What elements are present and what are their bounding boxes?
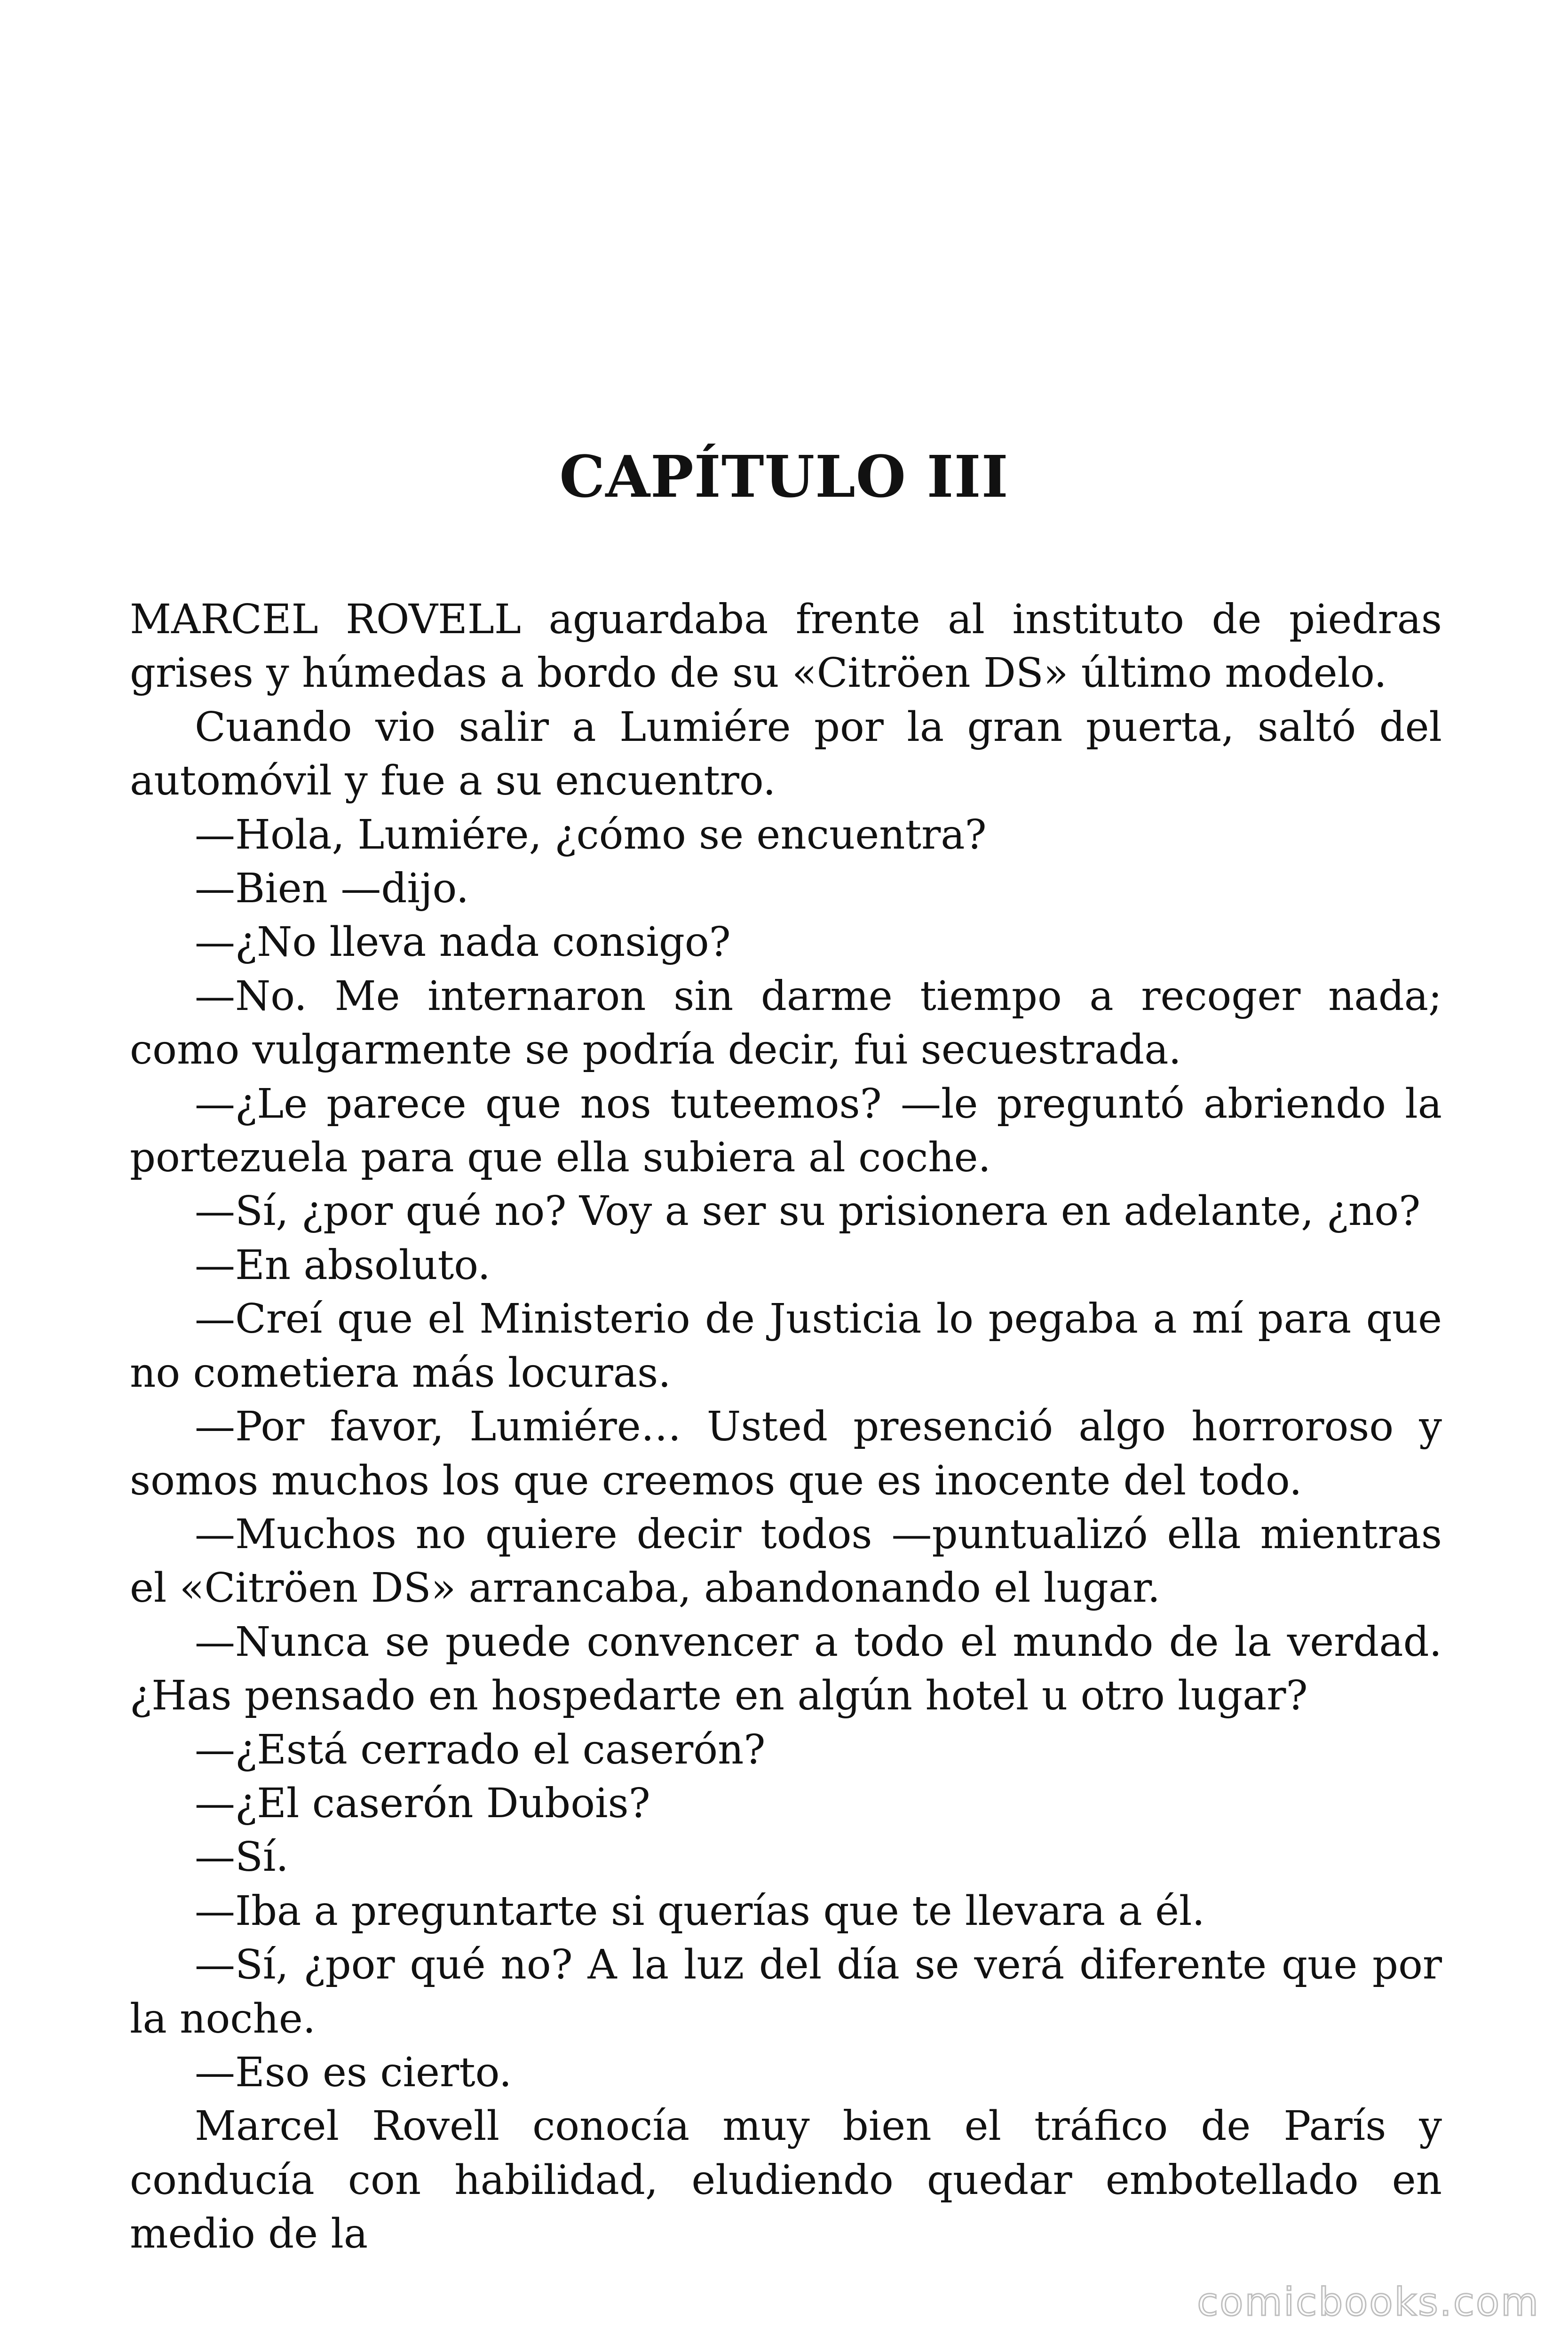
body-text [130,593,1442,2261]
paragraph: —No. Me internaron sin darme tiempo a recoger nada; como vulgarmente se podría decir, fui secuestrada. [130,972,1442,1074]
paragraph: —Eso es cierto. [195,2049,512,2096]
paragraph: —En absoluto. [195,1241,491,1289]
paragraph: —Hola, Lumiére, ¿cómo se encuentra? [195,811,987,858]
paragraph: Marcel Rovell conocía muy bien el tráfico de París y conducía con habilidad, eludiendo quedar embotellado en medio de la [130,2103,1442,2258]
paragraph: —Nunca se puede convencer a todo el mundo de la verdad. ¿Has pensado en hospedarte en algún hotel u otro lugar? [130,1618,1442,1720]
paragraph: —Sí, ¿por qué no? A la luz del día se verá diferente que por la noche. [130,1941,1442,2042]
paragraph: —Sí, ¿por qué no? Voy a ser su prisionera en adelante, ¿no? [195,1188,1421,1235]
paragraph: —Por favor, Lumiére… Usted presenció algo horroroso y somos muchos los que creemos que es inocente del todo. [130,1403,1442,1504]
chapter-title: CAPÍTULO III [559,443,1009,510]
paragraph: —Bien —dijo. [195,865,469,913]
paragraph: —Iba a preguntarte si querías que te llevara a él. [195,1887,1205,1935]
paragraph: MARCEL ROVELL aguardaba frente al instituto de piedras grises y húmedas a bordo de su «Citröen DS» último modelo. [130,596,1442,697]
paragraph: —Muchos no quiere decir todos —puntualizó ella mientras el «Citröen DS» arrancaba, abandonando el lugar. [130,1510,1442,1612]
watermark: comicbooks.com [1197,2280,1540,2325]
paragraph: —¿Está cerrado el caserón? [195,1726,766,1773]
paragraph: —¿El caserón Dubois? [195,1780,650,1827]
paragraph: —¿No lleva nada consigo? [195,919,731,966]
paragraph: —¿Le parece que nos tuteemos? —le preguntó abriendo la portezuela para que ella subiera al coche. [130,1080,1442,1182]
paragraph: —Creí que el Ministerio de Justicia lo pegaba a mí para que no cometiera más locuras. [130,1295,1442,1397]
paragraph: Cuando vio salir a Lumiére por la gran puerta, saltó del automóvil y fue a su encuentro. [130,703,1442,805]
paragraph: —Sí. [195,1834,289,1881]
